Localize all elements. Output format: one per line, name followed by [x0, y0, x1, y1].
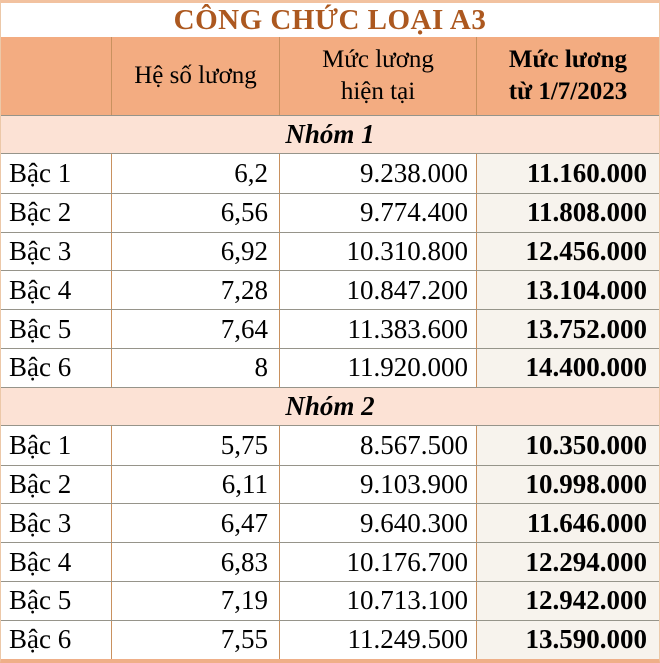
page-title: CÔNG CHỨC LOẠI A3 [173, 3, 487, 36]
row-label: Bậc 5 [1, 582, 112, 620]
row-label: Bậc 2 [1, 194, 112, 232]
group-header [1, 115, 659, 154]
cell-muc-luong-hien-tai: 8.567.500 [280, 426, 477, 465]
header-label-line1: Mức lương [322, 46, 434, 73]
table-row [1, 270, 659, 309]
header-label-line2: hiện tại [340, 78, 416, 105]
header-label-line1: Mức lương [508, 46, 628, 73]
cell-muc-luong-tu-1-7-2023: 12.294.000 [477, 543, 659, 581]
cell-he-so-luong: 6,47 [112, 504, 280, 542]
group-name: Nhóm 2 [285, 390, 375, 421]
row-label: Bậc 5 [1, 310, 112, 348]
table-row [1, 465, 659, 504]
header-he-so-luong [112, 37, 280, 115]
cell-muc-luong-hien-tai: 10.310.800 [280, 233, 477, 271]
cell-muc-luong-hien-tai: 11.920.000 [280, 349, 477, 387]
table-row [1, 348, 659, 387]
row-label: Bậc 1 [1, 426, 112, 465]
cell-he-so-luong: 7,55 [112, 621, 280, 659]
cell-muc-luong-tu-1-7-2023: 12.942.000 [477, 582, 659, 620]
cell-he-so-luong: 6,92 [112, 233, 280, 271]
cell-muc-luong-tu-1-7-2023: 14.400.000 [477, 349, 659, 387]
cell-he-so-luong: 6,11 [112, 466, 280, 504]
cell-muc-luong-hien-tai: 10.847.200 [280, 271, 477, 309]
table-header [1, 37, 659, 115]
cell-he-so-luong: 8 [112, 349, 280, 387]
row-label: Bậc 3 [1, 504, 112, 542]
cell-he-so-luong: 7,64 [112, 310, 280, 348]
header-muc-luong-hien-tai [280, 37, 477, 115]
header-muc-luong-tu-1-7-2023 [477, 37, 659, 115]
row-label: Bậc 4 [1, 543, 112, 581]
cell-muc-luong-tu-1-7-2023: 10.350.000 [477, 426, 659, 465]
cell-he-so-luong: 6,56 [112, 194, 280, 232]
cell-muc-luong-tu-1-7-2023: 13.590.000 [477, 621, 659, 659]
cell-he-so-luong: 6,2 [112, 154, 280, 193]
cell-muc-luong-tu-1-7-2023: 12.456.000 [477, 233, 659, 271]
group-header [1, 387, 659, 426]
group-name: Nhóm 1 [285, 119, 375, 149]
row-label: Bậc 4 [1, 271, 112, 309]
cell-muc-luong-hien-tai: 9.103.900 [280, 466, 477, 504]
table-row [1, 620, 659, 659]
cell-he-so-luong: 7,28 [112, 271, 280, 309]
cell-muc-luong-hien-tai: 9.238.000 [280, 154, 477, 193]
cell-he-so-luong: 6,83 [112, 543, 280, 581]
row-label: Bậc 3 [1, 233, 112, 271]
cell-muc-luong-tu-1-7-2023: 11.160.000 [477, 154, 659, 193]
cell-muc-luong-hien-tai: 11.249.500 [280, 621, 477, 659]
table-body [1, 115, 659, 659]
row-label: Bậc 6 [1, 621, 112, 659]
cell-muc-luong-tu-1-7-2023: 10.998.000 [477, 466, 659, 504]
table-row [1, 154, 659, 193]
table-row [1, 193, 659, 232]
cell-he-so-luong: 7,19 [112, 582, 280, 620]
header-label-line2: từ 1/7/2023 [508, 78, 628, 105]
cell-muc-luong-tu-1-7-2023: 13.104.000 [477, 271, 659, 309]
table-row [1, 232, 659, 271]
cell-muc-luong-hien-tai: 9.774.400 [280, 194, 477, 232]
table-row [1, 309, 659, 348]
table-row [1, 503, 659, 542]
row-label: Bậc 6 [1, 349, 112, 387]
cell-muc-luong-hien-tai: 10.176.700 [280, 543, 477, 581]
table-row [1, 581, 659, 620]
cell-muc-luong-tu-1-7-2023: 13.752.000 [477, 310, 659, 348]
title-row [1, 3, 659, 37]
cell-muc-luong-hien-tai: 11.383.600 [280, 310, 477, 348]
cell-muc-luong-hien-tai: 10.713.100 [280, 582, 477, 620]
table-row [1, 542, 659, 581]
table-row [1, 426, 659, 465]
row-label: Bậc 2 [1, 466, 112, 504]
cell-muc-luong-hien-tai: 9.640.300 [280, 504, 477, 542]
row-label: Bậc 1 [1, 154, 112, 193]
header-label: Hệ số lương [134, 62, 257, 89]
header-empty-cell [1, 37, 112, 115]
cell-muc-luong-tu-1-7-2023: 11.646.000 [477, 504, 659, 542]
cell-he-so-luong: 5,75 [112, 426, 280, 465]
cell-muc-luong-tu-1-7-2023: 11.808.000 [477, 194, 659, 232]
